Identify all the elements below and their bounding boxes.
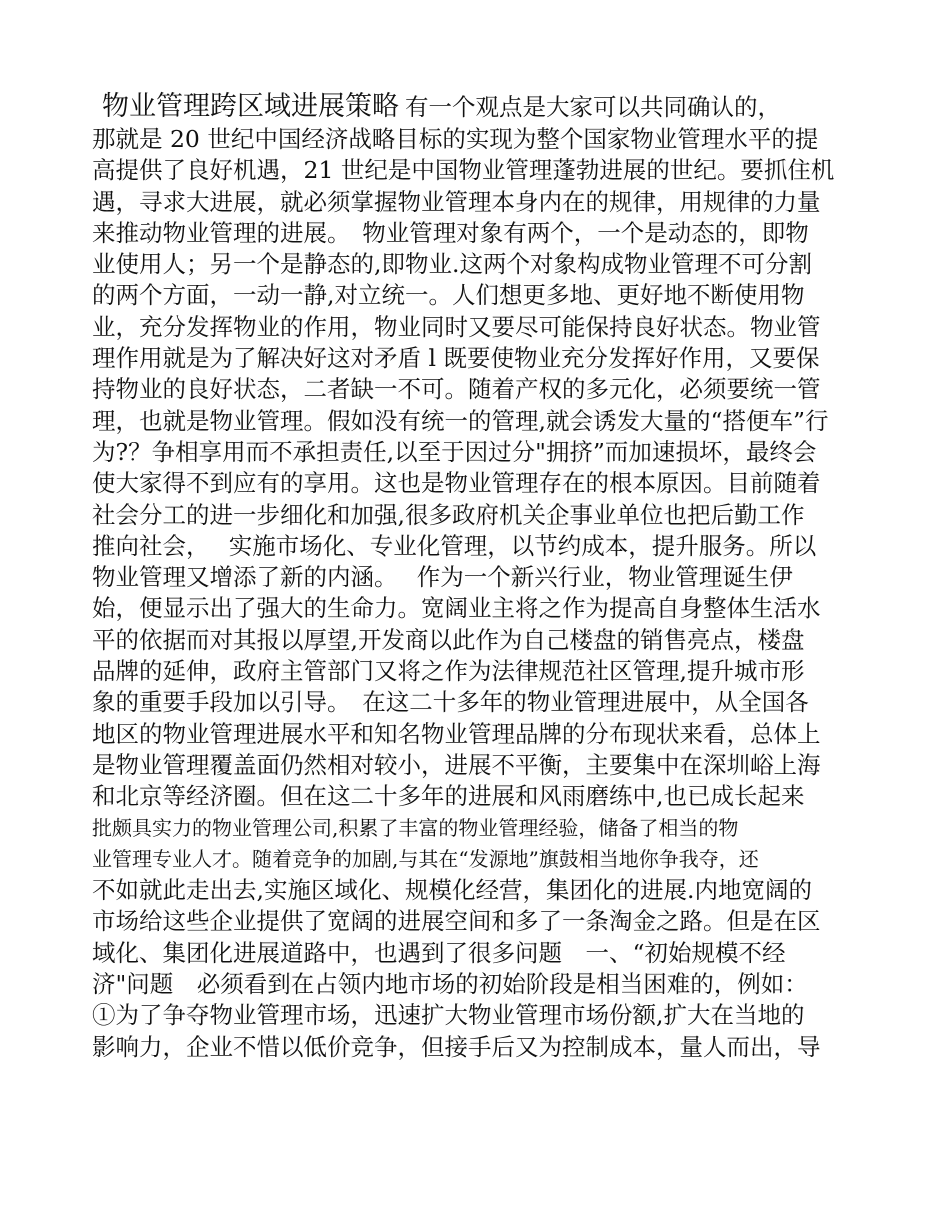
text-line: ①为了争夺物业管理市场，迅速扩大物业管理市场份额,扩大在当地的 <box>92 1001 805 1030</box>
text-line-content: 有一个观点是大家可以共同确认的， <box>405 93 781 121</box>
text-line: 和北京等经济圈。但在这二十多年的进展和风雨磨练中,也已成长起来 <box>92 782 805 811</box>
text-line: 地区的物业管理进展水平和知名物业管理品牌的分布现状来看，总体上 <box>92 719 821 748</box>
document-title: 物业管理跨区域进展策略 <box>102 91 399 122</box>
text-line: 高提供了良好机遇，21 世纪是中国物业管理蓬勃进展的世纪。要抓住机 <box>92 156 835 185</box>
text-line <box>92 90 862 124</box>
text-line: 影响力，企业不惜以低价竞争，但接手后又为控制成本，量人而出，导 <box>92 1032 821 1061</box>
text-line: 物业管理又增添了新的内涵。 作为一个新兴行业，物业管理诞生伊 <box>92 563 793 592</box>
text-line: 的两个方面，一动一静,对立统一。人们想更多地、更好地不断使用物 <box>92 281 805 310</box>
text-line: 域化、集团化进展道路中，也遇到了很多问题 一、“初始规模不经 <box>92 938 786 967</box>
text-line: 始，便显示出了强大的生命力。宽阔业主将之作为提高自身整体生活水 <box>92 594 821 623</box>
text-line: 不如就此走出去,实施区域化、规模化经营，集团化的进展.内地宽阔的 <box>92 876 812 905</box>
text-line: 批颇具实力的物业管理公司,积累了丰富的物业管理经验，储备了相当的物 <box>92 815 739 840</box>
text-line: 是物业管理覆盖面仍然相对较小，进展不平衡，主要集中在深圳峪上海 <box>92 750 821 779</box>
text-line: 市场给这些企业提供了宽阔的进展空间和多了一条淘金之路。但是在区 <box>92 907 821 936</box>
text-line: 持物业的良好状态，二者缺一不可。随着产权的多元化，必须要统一管 <box>92 375 821 404</box>
text-line: 平的依据而对其报以厚望,开发商以此作为自己楼盘的销售亮点，楼盘 <box>92 625 805 654</box>
text-line: 社会分工的进一步细化和加强,很多政府机关企事业单位也把后勤工作 <box>92 500 805 529</box>
text-line: 象的重要手段加以引导。 在这二十多年的物业管理进展中，从全国各 <box>92 688 809 717</box>
text-line: 使大家得不到应有的享用。这也是物业管理存在的根本原因。目前随着 <box>92 469 821 498</box>
text-line: 推向社会， 实施市场化、专业化管理，以节约成本，提升服务。所以 <box>92 531 817 560</box>
text-line: 理作用就是为了解决好这对矛盾 l 既要使物业充分发挥好作用，又要保 <box>92 344 820 373</box>
text-line: 品牌的延伸，政府主管部门又将之作为法律规范社区管理,提升城市形 <box>92 657 805 686</box>
text-line: 来推动物业管理的进展。 物业管理对象有两个，一个是动态的，即物 <box>92 218 809 247</box>
text-line: 遇，寻求大进展，就必须掌握物业管理本身内在的规律，用规律的力量 <box>92 187 821 216</box>
text-line: 为?？争相享用而不承担责任,以至于因过分"拥挤”而加速损坏，最终会 <box>92 437 817 466</box>
text-line: 业管理专业人才。随着竞争的加剧,与其在“发源地”旗鼓相当地你争我夺，还 <box>92 846 759 871</box>
text-line: 济"问题 必须看到在占领内地市场的初始阶段是相当困难的，例如： <box>92 970 808 999</box>
text-line: 业使用人；另一个是静态的,即物业.这两个对象构成物业管理不可分割 <box>92 250 812 279</box>
text-line: 那就是 20 世纪中国经济战略目标的实现为整个国家物业管理水平的提 <box>92 125 819 153</box>
text-line: 业，充分发挥物业的作用，物业同时又要尽可能保持良好状态。物业管 <box>92 312 821 341</box>
text-line: 理，也就是物业管理。假如没有统一的管理,就会诱发大量的“搭便车”行 <box>92 406 829 435</box>
